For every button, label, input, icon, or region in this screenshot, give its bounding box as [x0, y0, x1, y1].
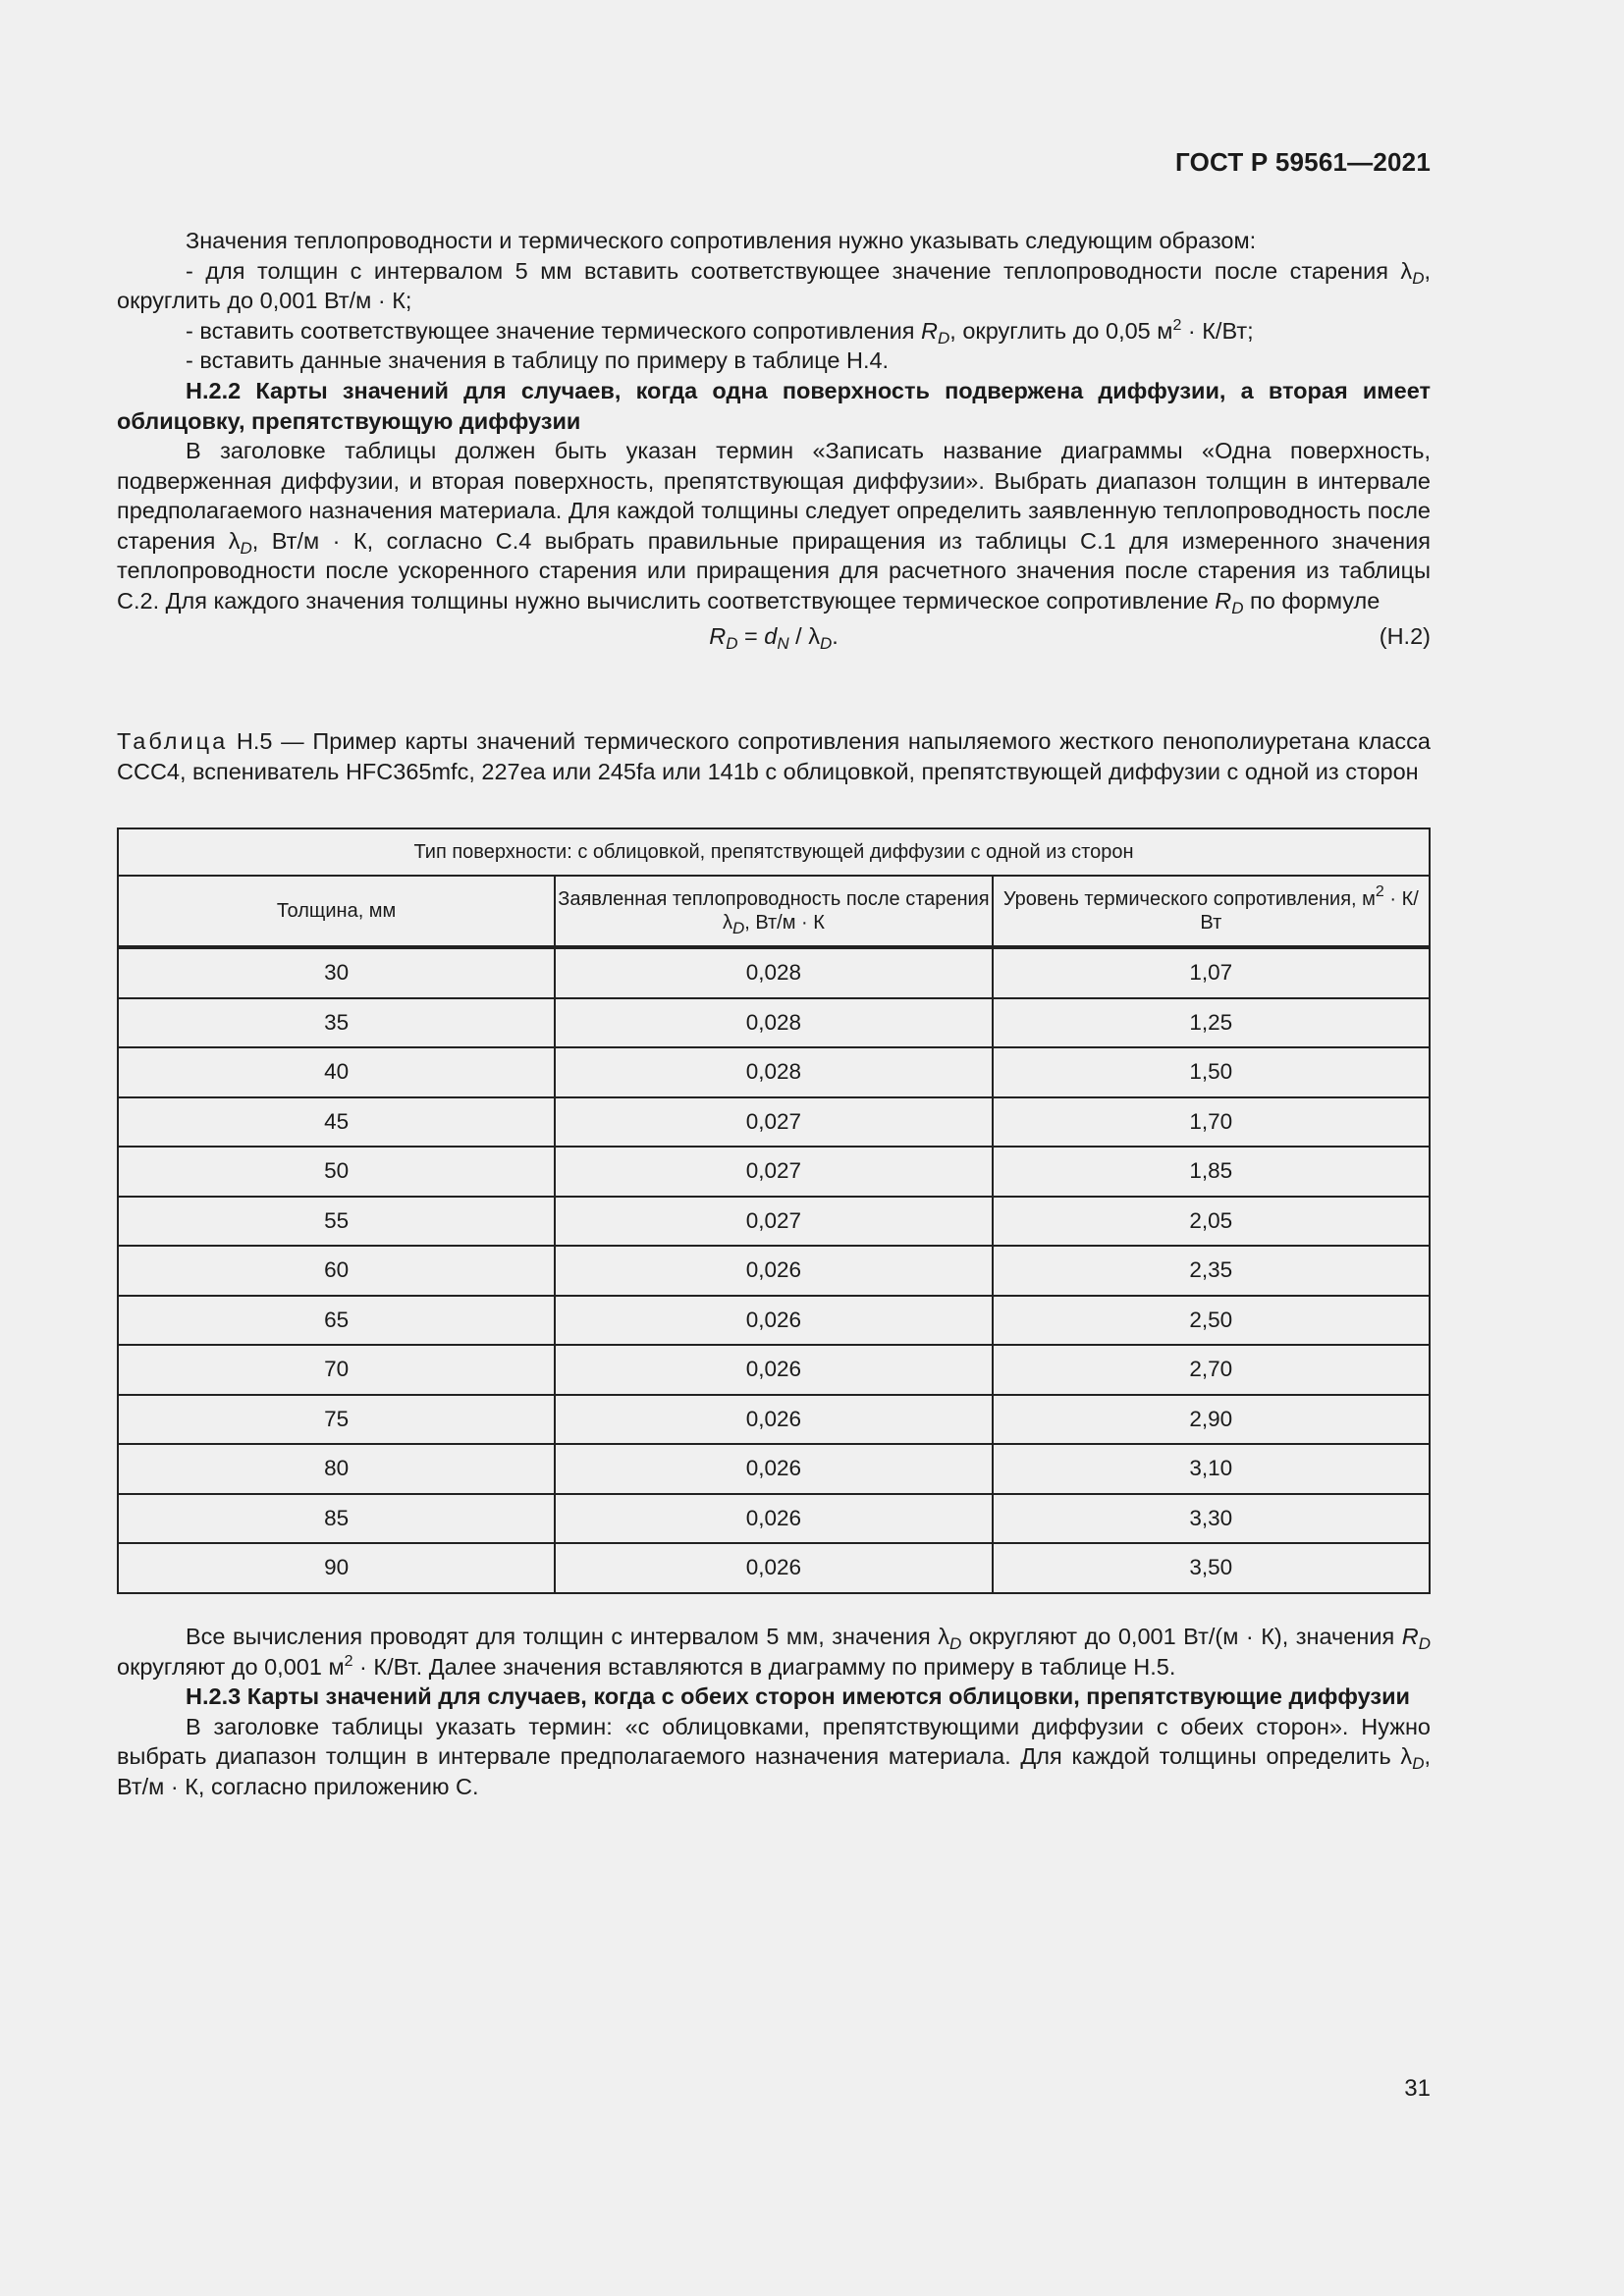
- cell-conductivity: 0,026: [555, 1395, 992, 1445]
- section-h22: [117, 376, 1431, 655]
- cell-resistance: 1,07: [993, 947, 1430, 998]
- cell-resistance: 2,90: [993, 1395, 1430, 1445]
- table-row: [118, 1296, 1430, 1346]
- cell-thickness: 70: [118, 1345, 555, 1395]
- table-body: [118, 947, 1430, 1593]
- document-code: ГОСТ Р 59561—2021: [1175, 147, 1431, 177]
- cell-conductivity: 0,028: [555, 947, 992, 998]
- column-header-conductivity: Заявленная теплопроводность после старения $\lambda_D$, Вт/м · К: [555, 876, 992, 947]
- cell-thickness: 80: [118, 1444, 555, 1494]
- cell-thickness: 90: [118, 1543, 555, 1593]
- list-item-1: - для толщин с интервалом 5 мм вставить соответствующее значение теплопроводности после старения $\lambda_D$, округлить до 0,001 Вт/м · К;: [117, 257, 1431, 313]
- cell-conductivity: 0,028: [555, 1047, 992, 1097]
- list-item-3: - вставить данные значения в таблицу по примеру в таблице Н.4.: [186, 347, 890, 373]
- values-instructions: [117, 226, 1431, 376]
- cell-conductivity: 0,026: [555, 1246, 992, 1296]
- table-row: [118, 1345, 1430, 1395]
- table-row: [118, 1047, 1430, 1097]
- cell-resistance: 2,05: [993, 1197, 1430, 1247]
- cell-thickness: 55: [118, 1197, 555, 1247]
- surface-type-header: Тип поверхности: с облицовкой, препятствующей диффузии с одной из сторон: [118, 828, 1430, 876]
- cell-conductivity: 0,026: [555, 1345, 992, 1395]
- cell-resistance: 1,25: [993, 998, 1430, 1048]
- table-row: [118, 1543, 1430, 1593]
- cell-resistance: 1,85: [993, 1147, 1430, 1197]
- cell-conductivity: 0,026: [555, 1494, 992, 1544]
- table-row: [118, 1246, 1430, 1296]
- cell-conductivity: 0,027: [555, 1197, 992, 1247]
- table-row: [118, 947, 1430, 998]
- section-heading-h22: Н.2.2 Карты значений для случаев, когда одна поверхность подвержена диффузии, а вторая имеет облицовку, препятствующую диффузии: [117, 378, 1431, 434]
- cell-thickness: 40: [118, 1047, 555, 1097]
- cell-resistance: 3,30: [993, 1494, 1430, 1544]
- cell-resistance: 2,70: [993, 1345, 1430, 1395]
- cell-resistance: 3,50: [993, 1543, 1430, 1593]
- table-row: [118, 1147, 1430, 1197]
- cell-thickness: 65: [118, 1296, 555, 1346]
- cell-thickness: 45: [118, 1097, 555, 1148]
- thermal-resistance-table: [117, 828, 1431, 1594]
- table-caption-text: Н.5 — Пример карты значений термического сопротивления напыляемого жесткого пенополиуретана класса ССС4, вспениватель HFC365mfc, 227ea или 245fa или 141b с облицовкой, препятствующей диффузии с одной из сторон: [117, 728, 1431, 784]
- table-caption: [117, 726, 1431, 786]
- table-row: [118, 1097, 1430, 1148]
- cell-thickness: 85: [118, 1494, 555, 1544]
- cell-conductivity: 0,026: [555, 1543, 992, 1593]
- cell-resistance: 2,50: [993, 1296, 1430, 1346]
- section-paragraph-h22: В заголовке таблицы должен быть указан термин «Записать название диаграммы «Одна поверхность, подверженная диффузии, и вторая поверхность, препятствующая диффузии». Выбрать диапазон толщин в интервале предполагаемого назначения материала. Для каждой толщины следует определить заявленную теплопроводность после старения $\lambda_D$, Вт/м · К, согласно С.4 выбрать правильные приращения из таблицы С.1 для измеренного значения теплопроводности после ускоренного старения или приращения для расчетного значения после старения из таблицы С.2. Для каждого значения толщины нужно вычислить соответствующее термическое сопротивление $R_D$ по формуле: [117, 438, 1432, 617]
- formula-expression: $R_D = d_N / \lambda_D$.: [709, 623, 839, 653]
- page-number: 31: [1404, 2075, 1431, 2102]
- cell-resistance: 1,70: [993, 1097, 1430, 1148]
- cell-thickness: 30: [118, 947, 555, 998]
- column-header-resistance: Уровень термического сопротивления, $м^2 \cdot К/Вт$: [993, 876, 1430, 947]
- table-row: [118, 1395, 1430, 1445]
- cell-resistance: 1,50: [993, 1047, 1430, 1097]
- cell-conductivity: 0,027: [555, 1097, 992, 1148]
- list-item-2: - вставить соответствующее значение термического сопротивления $R_D$, округлить до 0,05 $м^2 \cdot К/Вт$;: [186, 316, 1254, 347]
- section-heading-h23: Н.2.3 Карты значений для случаев, когда с обеих сторон имеются облицовки, препятствующие диффузии: [186, 1683, 1410, 1709]
- cell-resistance: 3,10: [993, 1444, 1430, 1494]
- cell-thickness: 35: [118, 998, 555, 1048]
- column-header-thickness: Толщина, мм: [118, 876, 555, 947]
- cell-resistance: 2,35: [993, 1246, 1430, 1296]
- table-row: [118, 1494, 1430, 1544]
- table-row: [118, 998, 1430, 1048]
- table-row: [118, 1444, 1430, 1494]
- cell-thickness: 50: [118, 1147, 555, 1197]
- cell-conductivity: 0,028: [555, 998, 992, 1048]
- intro-paragraph: Значения теплопроводности и термического сопротивления нужно указывать следующим образом:: [186, 228, 1257, 253]
- cell-thickness: 75: [118, 1395, 555, 1445]
- cell-thickness: 60: [118, 1246, 555, 1296]
- calculation-note: Все вычисления проводят для толщин с интервалом 5 мм, значения $\lambda_D$ округляют до 0,001 Вт/(м · К), значения $R_D$ округляют до 0,001 $м^2 \cdot К/Вт$. Далее значения вставляются в диаграмму по примеру в таблице Н.5.: [117, 1624, 1431, 1680]
- cell-conductivity: 0,027: [555, 1147, 992, 1197]
- section-paragraph-h23: В заголовке таблицы указать термин: «с облицовками, препятствующими диффузии с обеих сторон». Нужно выбрать диапазон толщин в интервале предполагаемого назначения материала. Для каждой толщины определить $\lambda_D$, Вт/м · К, согласно приложению С.: [117, 1713, 1431, 1799]
- formula-number: (Н.2): [1379, 623, 1431, 649]
- table-caption-label: Таблица: [117, 728, 229, 754]
- after-table-text: [117, 1622, 1431, 1801]
- cell-conductivity: 0,026: [555, 1444, 992, 1494]
- formula-h2: [117, 621, 1431, 655]
- cell-conductivity: 0,026: [555, 1296, 992, 1346]
- table-row: [118, 1197, 1430, 1247]
